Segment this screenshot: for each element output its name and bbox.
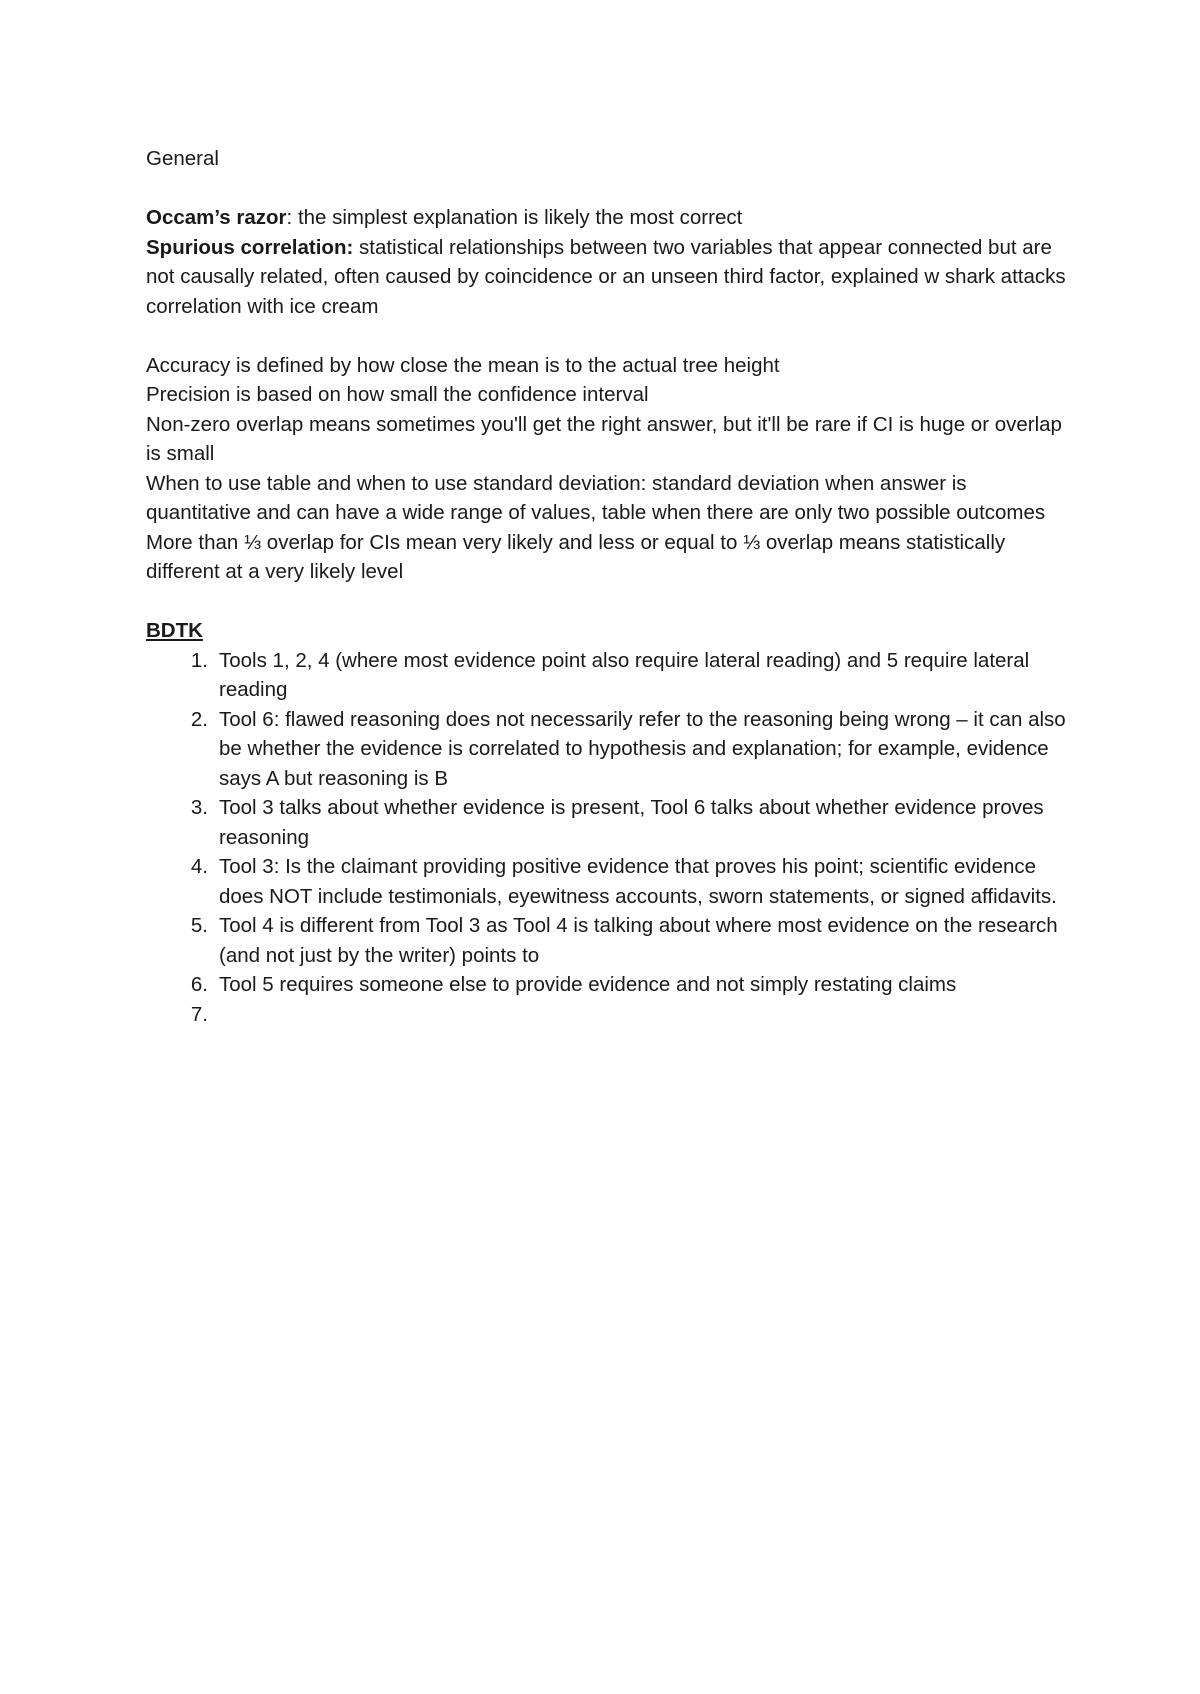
occam-razor-term: Occam’s razor — [146, 206, 287, 229]
blank-line — [146, 587, 1066, 617]
list-item-text: Tool 6: flawed reasoning does not necessarily refer to the reasoning being wrong – it can also be whether the evidence is correlated to hypothesis and explanation; for example, evidence says A but reasoning is B — [219, 707, 1066, 790]
list-item-text: Tool 4 is different from Tool 3 as Tool 4 is talking about where most evidence on the research (and not just by the writer) points to — [219, 914, 1058, 967]
blank-line — [146, 174, 1066, 204]
list-item — [146, 1000, 1066, 1030]
spurious-correlation-definition — [146, 233, 1066, 322]
list-item-text — [219, 1003, 225, 1026]
list-item-number: 2. — [190, 707, 208, 731]
occam-razor-definition — [146, 203, 1066, 233]
list-item-number: 7. — [190, 1002, 208, 1026]
list-item-text: Tool 3: Is the claimant providing positive evidence that proves his point; scientific evidence does NOT include testimonials, eyewitness accounts, sworn statements, or signed affidavits. — [219, 855, 1057, 908]
note-non-zero-overlap: Non-zero overlap means sometimes you'll get the right answer, but it'll be rare if CI is huge or overlap is small — [146, 412, 1062, 465]
note-accuracy: Accuracy is defined by how close the mean is to the actual tree height — [146, 353, 780, 377]
list-item — [146, 970, 1066, 1000]
section-heading-general: General — [146, 147, 219, 170]
bdtk-list — [146, 646, 1066, 1030]
list-item-number: 6. — [190, 973, 208, 996]
list-item-text: Tool 5 requires someone else to provide evidence and not simply restating claims — [219, 973, 957, 996]
list-item-text: Tool 3 talks about whether evidence is present, Tool 6 talks about whether evidence proves reasoning — [219, 796, 1044, 849]
blank-line — [146, 321, 1066, 351]
list-item — [146, 911, 1066, 970]
note-table-vs-standard-deviation: When to use table and when to use standard deviation: standard deviation when answer is quantitative and can have a wide range of values, table when there are only two possible outcomes — [146, 471, 1046, 524]
section-heading-bdtk: BDTK — [146, 619, 203, 642]
note-ci-overlap: More than ⅓ overlap for CIs mean very likely and less or equal to ⅓ overlap means statistically different at a very likely level — [146, 530, 1006, 583]
list-item-number: 3. — [190, 796, 208, 819]
list-item — [146, 705, 1066, 794]
list-item — [146, 646, 1066, 705]
document-body — [146, 144, 1066, 1029]
note-precision: Precision is based on how small the confidence interval — [146, 383, 649, 406]
occam-razor-text: : the simplest explanation is likely the most correct — [286, 206, 743, 229]
list-item-number: 1. — [190, 648, 208, 672]
list-item — [146, 793, 1066, 852]
list-item-number: 5. — [190, 914, 208, 937]
list-item-number: 4. — [190, 855, 208, 878]
spurious-correlation-text: statistical relationships between two variables that appear connected but are not causally related, often caused by coincidence or an unseen third factor, explained w shark attacks correlation with ice cream — [146, 235, 1066, 318]
list-item-text: Tools 1, 2, 4 (where most evidence point also require lateral reading) and 5 require lateral reading — [219, 648, 1030, 701]
list-item — [146, 852, 1066, 911]
spurious-correlation-term: Spurious correlation: — [146, 235, 354, 259]
